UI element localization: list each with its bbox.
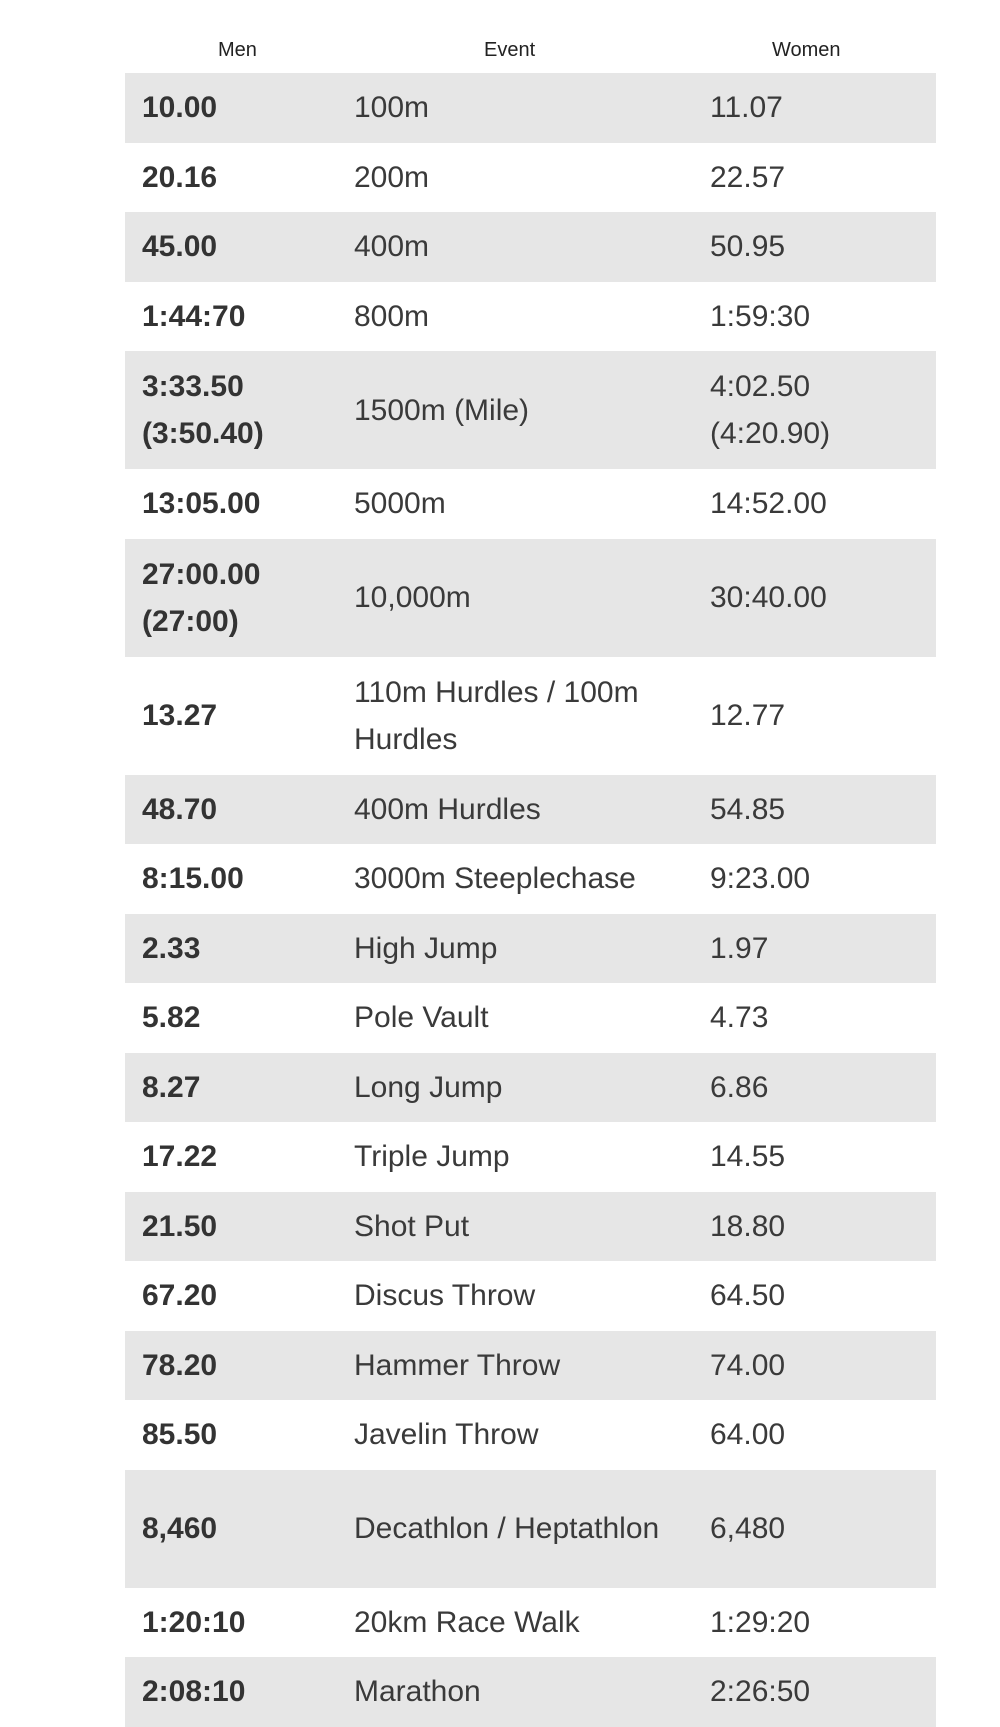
event-name: 3000m Steeplechase [354, 862, 636, 896]
table-row [125, 1261, 936, 1331]
table-row [125, 351, 936, 469]
event-name: Triple Jump [354, 1140, 510, 1174]
men-standard: 8,460 [142, 1512, 218, 1545]
women-standard: 64.50 [710, 1279, 786, 1313]
women-standard: 1:59:30 [710, 299, 811, 333]
table-row [125, 1588, 936, 1658]
men-standard: 8.27 [142, 1070, 201, 1104]
women-standard: 1:29:20 [710, 1605, 811, 1639]
event-name: Shot Put [354, 1209, 470, 1243]
men-standard: 1:44:70 [142, 299, 246, 333]
event-name: Javelin Throw [354, 1418, 539, 1452]
qualifying-standards-table-container [125, 28, 936, 1727]
table-row [125, 914, 936, 984]
event-name: 110m Hurdles / 100m Hurdles [354, 675, 639, 756]
women-standard: 50.95 [710, 230, 786, 264]
table-row [125, 469, 936, 539]
table-row [125, 1400, 936, 1470]
table-row [125, 212, 936, 282]
women-standard: 12.77 [710, 699, 786, 732]
table-row [125, 983, 936, 1053]
women-standard: 22.57 [710, 160, 786, 194]
women-standard: 64.00 [710, 1418, 786, 1452]
men-standard: 17.22 [142, 1140, 218, 1174]
event-name: 20km Race Walk [354, 1605, 580, 1639]
women-standard: 4:02.50 (4:20.90) [710, 370, 831, 450]
men-standard: 8:15.00 [142, 862, 244, 896]
qualifying-standards-table [125, 28, 936, 1727]
men-standard: 13.27 [142, 699, 218, 732]
table-row [125, 282, 936, 352]
men-standard: 2.33 [142, 931, 201, 965]
table-row [125, 1657, 936, 1727]
women-standard: 54.85 [710, 792, 786, 826]
header-women: Women [772, 39, 841, 61]
women-standard: 6,480 [710, 1512, 786, 1545]
men-standard: 5.82 [142, 1001, 201, 1035]
men-standard: 1:20:10 [142, 1605, 246, 1639]
men-standard: 3:33.50 (3:50.40) [142, 370, 264, 450]
event-name: Long Jump [354, 1070, 503, 1104]
table-row [125, 1192, 936, 1262]
event-name: 10,000m [354, 581, 471, 614]
women-standard: 14:52.00 [710, 487, 827, 521]
event-name: 400m [354, 230, 430, 264]
table-row [125, 73, 936, 143]
event-name: 800m [354, 299, 430, 333]
table-row [125, 1470, 936, 1588]
men-standard: 27:00.00 (27:00) [142, 557, 261, 638]
event-name: Decathlon / Heptathlon [354, 1512, 660, 1545]
men-standard: 78.20 [142, 1348, 218, 1382]
table-row [125, 1122, 936, 1192]
event-name: 100m [354, 91, 430, 125]
women-standard: 30:40.00 [710, 581, 827, 614]
men-standard: 13:05.00 [142, 487, 261, 521]
table-row [125, 1053, 936, 1123]
table-row [125, 775, 936, 845]
men-standard: 21.50 [142, 1209, 218, 1243]
event-name: Hammer Throw [354, 1348, 561, 1382]
women-standard: 9:23.00 [710, 862, 811, 896]
event-name: High Jump [354, 931, 498, 965]
event-name: Marathon [354, 1675, 481, 1709]
event-name: 400m Hurdles [354, 792, 541, 826]
men-standard: 10.00 [142, 91, 218, 125]
men-standard: 20.16 [142, 160, 218, 194]
women-standard: 74.00 [710, 1348, 786, 1382]
event-name: 200m [354, 160, 430, 194]
men-standard: 67.20 [142, 1279, 218, 1313]
women-standard: 4.73 [710, 1001, 769, 1035]
table-row [125, 844, 936, 914]
men-standard: 85.50 [142, 1418, 218, 1452]
men-standard: 48.70 [142, 792, 218, 826]
table-header-row [125, 28, 936, 73]
table-row [125, 657, 936, 775]
event-name: 1500m (Mile) [354, 393, 530, 427]
women-standard: 18.80 [710, 1209, 786, 1243]
women-standard: 6.86 [710, 1070, 769, 1104]
women-standard: 1.97 [710, 931, 769, 965]
women-standard: 14.55 [710, 1140, 786, 1174]
table-row [125, 143, 936, 213]
event-name: 5000m [354, 487, 446, 521]
table-row [125, 539, 936, 657]
table-row [125, 1331, 936, 1401]
event-name: Discus Throw [354, 1279, 536, 1313]
men-standard: 2:08:10 [142, 1675, 246, 1709]
men-standard: 45.00 [142, 230, 218, 264]
women-standard: 11.07 [710, 91, 783, 125]
header-event: Event [484, 39, 536, 61]
event-name: Pole Vault [354, 1001, 489, 1035]
header-men: Men [218, 39, 257, 61]
women-standard: 2:26:50 [710, 1675, 811, 1709]
